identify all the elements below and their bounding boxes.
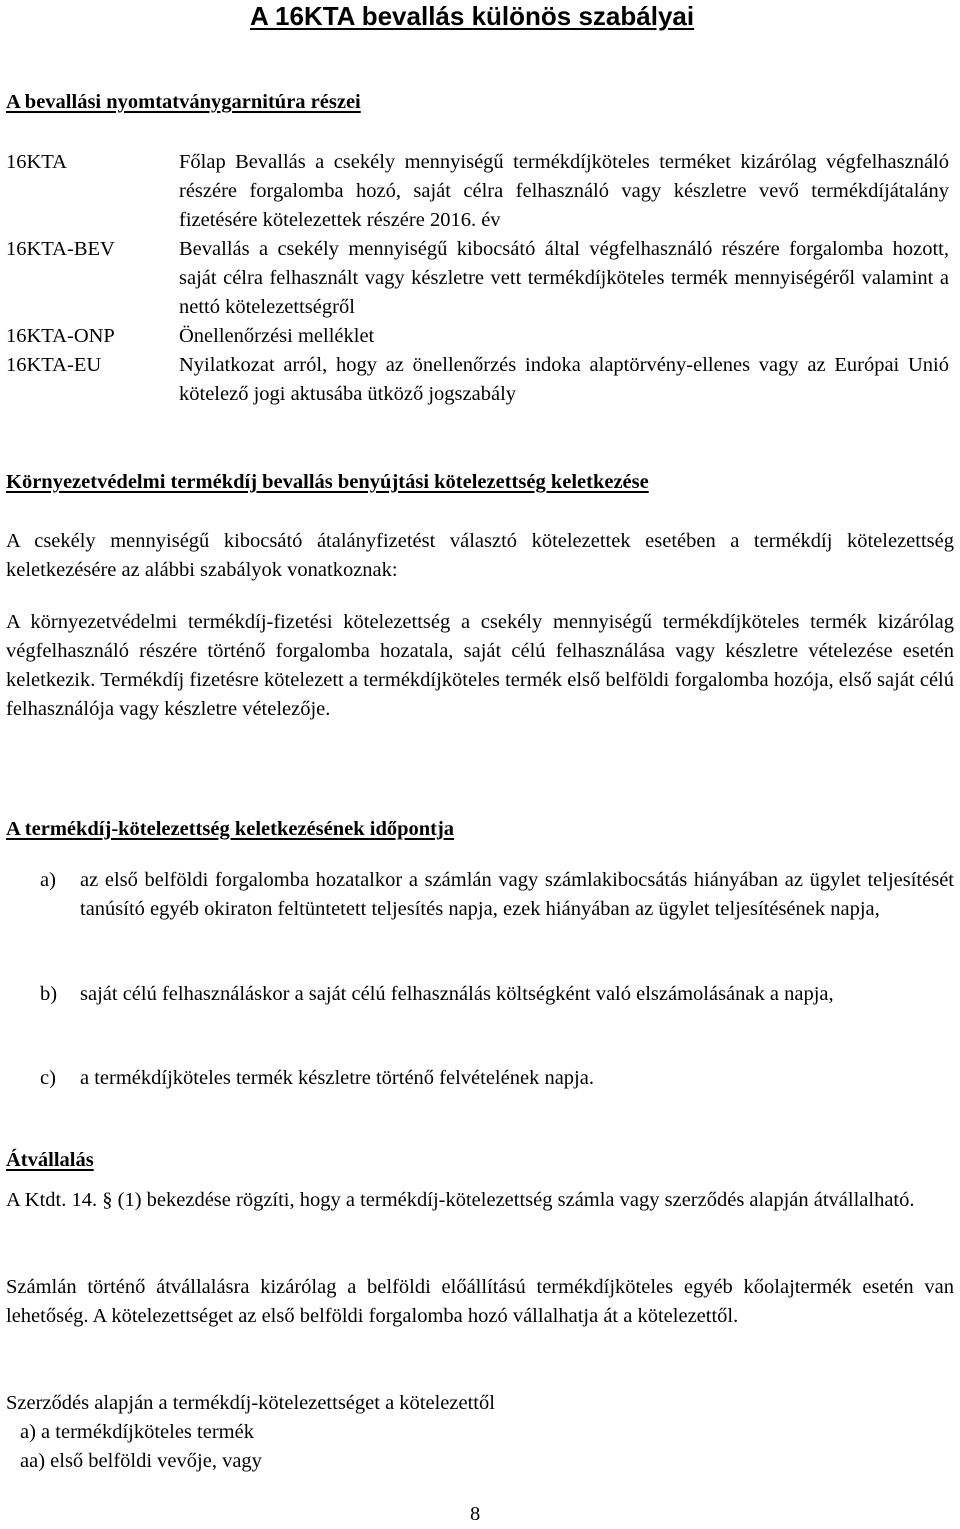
list-text: az első belföldi forgalomba hozatalkor a számlán vagy számlakibocsátás hiányában az ügylet teljesítését tanúsító egyéb okiraton feltüntetett teljesítés napja, ezek hiányában az ügylet teljesítésének napja, [80, 869, 954, 920]
form-code: 16KTA-BEV [6, 238, 115, 260]
paragraph: A Ktdt. 14. § (1) bekezdése rögzíti, hogy a termékdíj-kötelezettség számla vagy szerződés alapján átvállalható. [6, 1189, 915, 1211]
list-text: a termékdíjköteles termék készletre történő felvételének napja. [80, 1067, 594, 1089]
form-description: Bevallás a csekély mennyiségű kibocsátó által végfelhasználó részére forgalomba hozott, saját célra felhasznált vagy készletre vett termékdíjköteles termék mennyiségéről valamint a nettó kötelezettségről [179, 238, 949, 318]
heading-form-parts: A bevallási nyomtatványgarnitúra részei [6, 91, 361, 113]
form-code: 16KTA-ONP [6, 325, 115, 347]
paragraph: A csekély mennyiségű kibocsátó átalányfizetést választó kötelezettek esetében a termékdíj kötelezettség keletkezésére az alábbi szabályok vonatkoznak: [6, 530, 954, 581]
form-description: Főlap Bevallás a csekély mennyiségű termékdíjköteles terméket kizárólag végfelhasználó részére forgalomba hozó, saját célra felhasználó vagy készletre vevő termékdíjátalány fizetésére kötelezettek részére 2016. év [179, 151, 949, 231]
form-code: 16KTA-EU [6, 354, 102, 376]
list-marker: a) [40, 869, 56, 891]
page-title: A 16KTA bevallás különös szabályai [250, 1, 695, 31]
heading-obligation-date: A termékdíj-kötelezettség keletkezésének időpontja [6, 818, 455, 840]
sub-item: a) a termékdíjköteles termék [20, 1421, 254, 1443]
form-description: Önellenőrzési melléklet [179, 325, 375, 347]
sub-item: aa) első belföldi vevője, vagy [20, 1450, 262, 1472]
heading-obligation-origin: Környezetvédelmi termékdíj bevallás benyújtási kötelezettség keletkezése [6, 471, 649, 493]
list-marker: b) [40, 983, 58, 1005]
page-number: 8 [470, 1503, 481, 1525]
paragraph: Szerződés alapján a termékdíj-kötelezettséget a kötelezettől [6, 1392, 495, 1414]
paragraph: Számlán történő átvállalásra kizárólag a belföldi előállítású termékdíjköteles egyéb kőolajtermék esetén van lehetőség. A kötelezettséget az első belföldi forgalomba hozó vállalhatja át a kötelezettől. [6, 1276, 954, 1327]
heading-assumption: Átvállalás [6, 1149, 94, 1171]
list-marker: c) [40, 1067, 56, 1089]
form-code: 16KTA [6, 151, 67, 173]
paragraph: A környezetvédelmi termékdíj-fizetési kötelezettség a csekély mennyiségű termékdíjköteles termék kizárólag végfelhasználó részére történő forgalomba hozatala, saját célú felhasználása vagy készletre vételezése esetén keletkezik. Termékdíj fizetésre kötelezett a termékdíjköteles termék első belföldi forgalomba hozója, első saját célú felhasználója vagy készletre vételezője. [6, 611, 954, 720]
form-description: Nyilatkozat arról, hogy az önellenőrzés indoka alaptörvény-ellenes vagy az Európai Unió kötelező jogi aktusába ütköző jogszabály [179, 354, 949, 405]
list-text: saját célú felhasználáskor a saját célú felhasználás költségként való elszámolásának a napja, [80, 983, 834, 1005]
